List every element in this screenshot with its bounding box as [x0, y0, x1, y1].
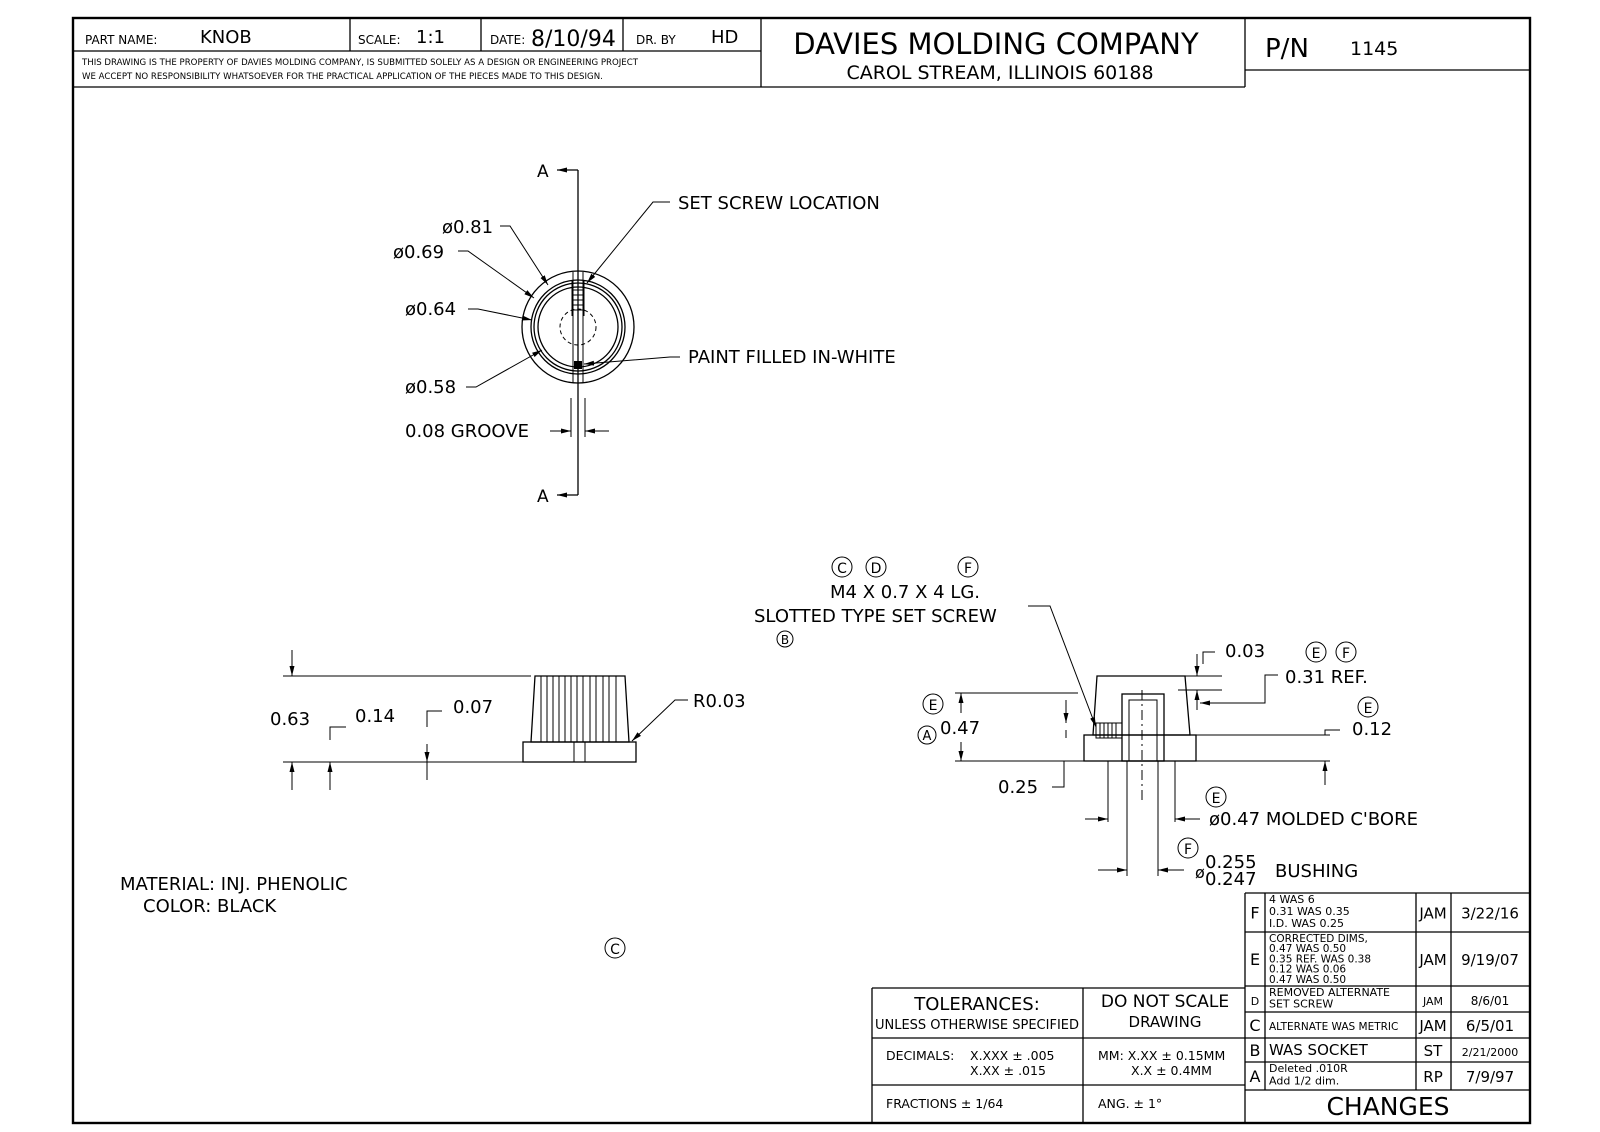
- section-label-top: A: [537, 162, 549, 182]
- company-address: CAROL STREAM, ILLINOIS 60188: [846, 62, 1154, 84]
- change-by: JAM: [1419, 951, 1447, 969]
- change-date: 9/19/07: [1461, 951, 1519, 969]
- date-label: DATE:: [490, 33, 526, 47]
- change-by: JAM: [1422, 995, 1444, 1008]
- change-rev: E: [1249, 950, 1261, 969]
- change-desc-line: WAS SOCKET: [1269, 1041, 1368, 1059]
- change-by: JAM: [1419, 1017, 1447, 1035]
- side-view: [270, 650, 746, 790]
- dim-012: 0.12: [1352, 719, 1393, 740]
- decimals-label: DECIMALS:: [886, 1048, 955, 1063]
- change-by: RP: [1423, 1068, 1443, 1086]
- changes-title: CHANGES: [1326, 1092, 1450, 1121]
- tolerances-subtitle: UNLESS OTHERWISE SPECIFIED: [874, 1018, 1080, 1033]
- svg-text:F: F: [963, 561, 973, 577]
- svg-text:E: E: [1211, 791, 1221, 807]
- change-desc-line: Add 1/2 dim.: [1269, 1074, 1340, 1088]
- change-desc-line: 0.31 WAS 0.35: [1269, 905, 1350, 918]
- svg-text:F: F: [1341, 646, 1351, 662]
- tolerances-title: TOLERANCES:: [914, 994, 1040, 1015]
- knurl-grooves: [541, 676, 616, 742]
- radius-dim: R0.03: [693, 691, 746, 712]
- rev-mark-c: C: [610, 942, 620, 958]
- dim-025: 0.25: [998, 777, 1039, 798]
- change-rev: B: [1249, 1041, 1261, 1060]
- knob-skirt: [523, 742, 636, 762]
- change-rev: C: [1249, 1016, 1261, 1035]
- dim-031-ref: 0.31 REF.: [1285, 667, 1368, 688]
- paint-note: PAINT FILLED IN-WHITE: [688, 347, 896, 368]
- drawn-by-value: HD: [711, 27, 739, 48]
- svg-text:D: D: [870, 561, 882, 577]
- change-desc-line: ALTERNATE WAS METRIC: [1269, 1021, 1399, 1033]
- change-desc-line: 4 WAS 6: [1269, 893, 1315, 906]
- screw-spec-line-1: M4 X 0.7 X 4 LG.: [830, 582, 981, 603]
- scale-value: 1:1: [416, 27, 445, 48]
- svg-text:C: C: [837, 561, 847, 577]
- bushing-dia-symbol: ø: [1195, 863, 1205, 882]
- svg-text:F: F: [1183, 842, 1193, 858]
- change-rev: A: [1249, 1067, 1261, 1086]
- change-desc-line: SET SCREW: [1269, 997, 1334, 1011]
- bushing-inner: [1129, 700, 1157, 761]
- skirt-dim: 0.14: [355, 706, 396, 727]
- screw-spec-line-2: SLOTTED TYPE SET SCREW: [754, 606, 997, 627]
- change-rev: F: [1250, 903, 1260, 923]
- dim-047: 0.47: [940, 718, 981, 739]
- company-name: DAVIES MOLDING COMPANY: [793, 27, 1199, 61]
- section-view: [754, 557, 1418, 890]
- pn-value: 1145: [1350, 38, 1399, 60]
- change-desc-line: 0.47 WAS 0.50: [1269, 943, 1347, 956]
- angle-tol: ANG. ± 1°: [1098, 1096, 1163, 1111]
- change-date: 2/21/2000: [1461, 1046, 1519, 1059]
- change-by: JAM: [1419, 904, 1447, 923]
- date-value: 8/10/94: [531, 27, 616, 52]
- svg-text:E: E: [1311, 646, 1321, 662]
- change-desc-line: 0.47 WAS 0.50: [1269, 973, 1347, 986]
- change-date: 3/22/16: [1461, 904, 1519, 923]
- change-desc-line: I.D. WAS 0.25: [1269, 917, 1344, 930]
- dim-003: 0.03: [1225, 641, 1266, 662]
- part-name-label: PART NAME:: [85, 33, 158, 47]
- height-dim: 0.63: [270, 709, 311, 730]
- cbore-dim: ø0.47 MOLDED C'BORE: [1209, 809, 1418, 830]
- change-by: ST: [1423, 1042, 1443, 1060]
- dia-058-label: ø0.58: [405, 377, 457, 398]
- change-date: 6/5/01: [1465, 1017, 1515, 1035]
- svg-text:A: A: [922, 729, 932, 744]
- drawn-by-label: DR. BY: [636, 33, 676, 47]
- bushing-upper-tol: 0.255: [1205, 852, 1257, 873]
- part-name: KNOB: [200, 27, 252, 48]
- dia-081-label: ø0.81: [442, 217, 494, 238]
- section-skirt: [1084, 735, 1196, 761]
- change-row: [1245, 932, 1530, 986]
- change-row: [1250, 893, 1519, 930]
- groove-label: 0.08 GROOVE: [405, 421, 529, 442]
- dia-064-label: ø0.64: [405, 299, 457, 320]
- bushing-lower-tol: 0.247: [1205, 869, 1257, 890]
- bushing-label: BUSHING: [1275, 861, 1359, 882]
- do-not-scale-1: DO NOT SCALE: [1100, 992, 1230, 1012]
- set-screw-note: SET SCREW LOCATION: [678, 193, 880, 214]
- section-label-bottom: A: [537, 487, 549, 507]
- dia-069-label: ø0.69: [393, 242, 445, 263]
- paint-fill-mark: [574, 361, 582, 369]
- dec-xxx: X.XXX ± .005: [970, 1048, 1055, 1063]
- mm-x: X.X ± 0.4MM: [1131, 1063, 1212, 1078]
- change-row: [1245, 1062, 1530, 1088]
- material-note: [120, 874, 625, 958]
- dec-xx: X.XX ± .015: [970, 1063, 1046, 1078]
- change-row: [1245, 986, 1530, 1011]
- groove-depth-dim: 0.07: [453, 697, 494, 718]
- change-date: 7/9/97: [1465, 1068, 1515, 1086]
- change-row: [1245, 1012, 1530, 1035]
- bushing-bore: [1122, 694, 1164, 761]
- disclaimer-line-1: THIS DRAWING IS THE PROPERTY OF DAVIES MOLDING COMPANY, IS SUBMITTED SOLELY AS A DESIGN OR ENGINEERING PROJECT: [82, 58, 638, 68]
- change-desc-line: Deleted .010R: [1269, 1062, 1348, 1075]
- knob-body: [531, 676, 629, 742]
- change-desc-line: REMOVED ALTERNATE: [1269, 986, 1391, 999]
- fractions: FRACTIONS ± 1/64: [886, 1096, 1004, 1111]
- mm-xx: MM: X.XX ± 0.15MM: [1098, 1048, 1226, 1063]
- change-desc-line: 0.35 REF. WAS 0.38: [1269, 953, 1372, 966]
- color-line: COLOR: BLACK: [143, 896, 277, 917]
- change-desc-line: 0.12 WAS 0.06: [1269, 963, 1347, 976]
- svg-text:E: E: [928, 698, 938, 714]
- change-row: [1245, 1038, 1530, 1060]
- disclaimer-line-2: WE ACCEPT NO RESPONSIBILITY WHATSOEVER FOR THE PRACTICAL APPLICATION OF THE PIECES MADE TO THIS DESIGN.: [82, 72, 603, 82]
- top-view: [393, 162, 896, 507]
- do-not-scale-2: DRAWING: [1128, 1013, 1202, 1031]
- material-line: MATERIAL: INJ. PHENOLIC: [120, 874, 348, 895]
- changes-block: [1245, 893, 1530, 1123]
- change-rev: D: [1250, 995, 1260, 1008]
- tolerance-block: [872, 988, 1245, 1123]
- change-date: 8/6/01: [1470, 994, 1510, 1008]
- pn-label: P/N: [1265, 34, 1309, 64]
- change-desc-line: CORRECTED DIMS,: [1269, 933, 1368, 945]
- scale-label: SCALE:: [358, 33, 401, 47]
- set-screw-slots: [1100, 723, 1116, 738]
- svg-text:B: B: [780, 633, 790, 647]
- svg-text:E: E: [1363, 701, 1373, 717]
